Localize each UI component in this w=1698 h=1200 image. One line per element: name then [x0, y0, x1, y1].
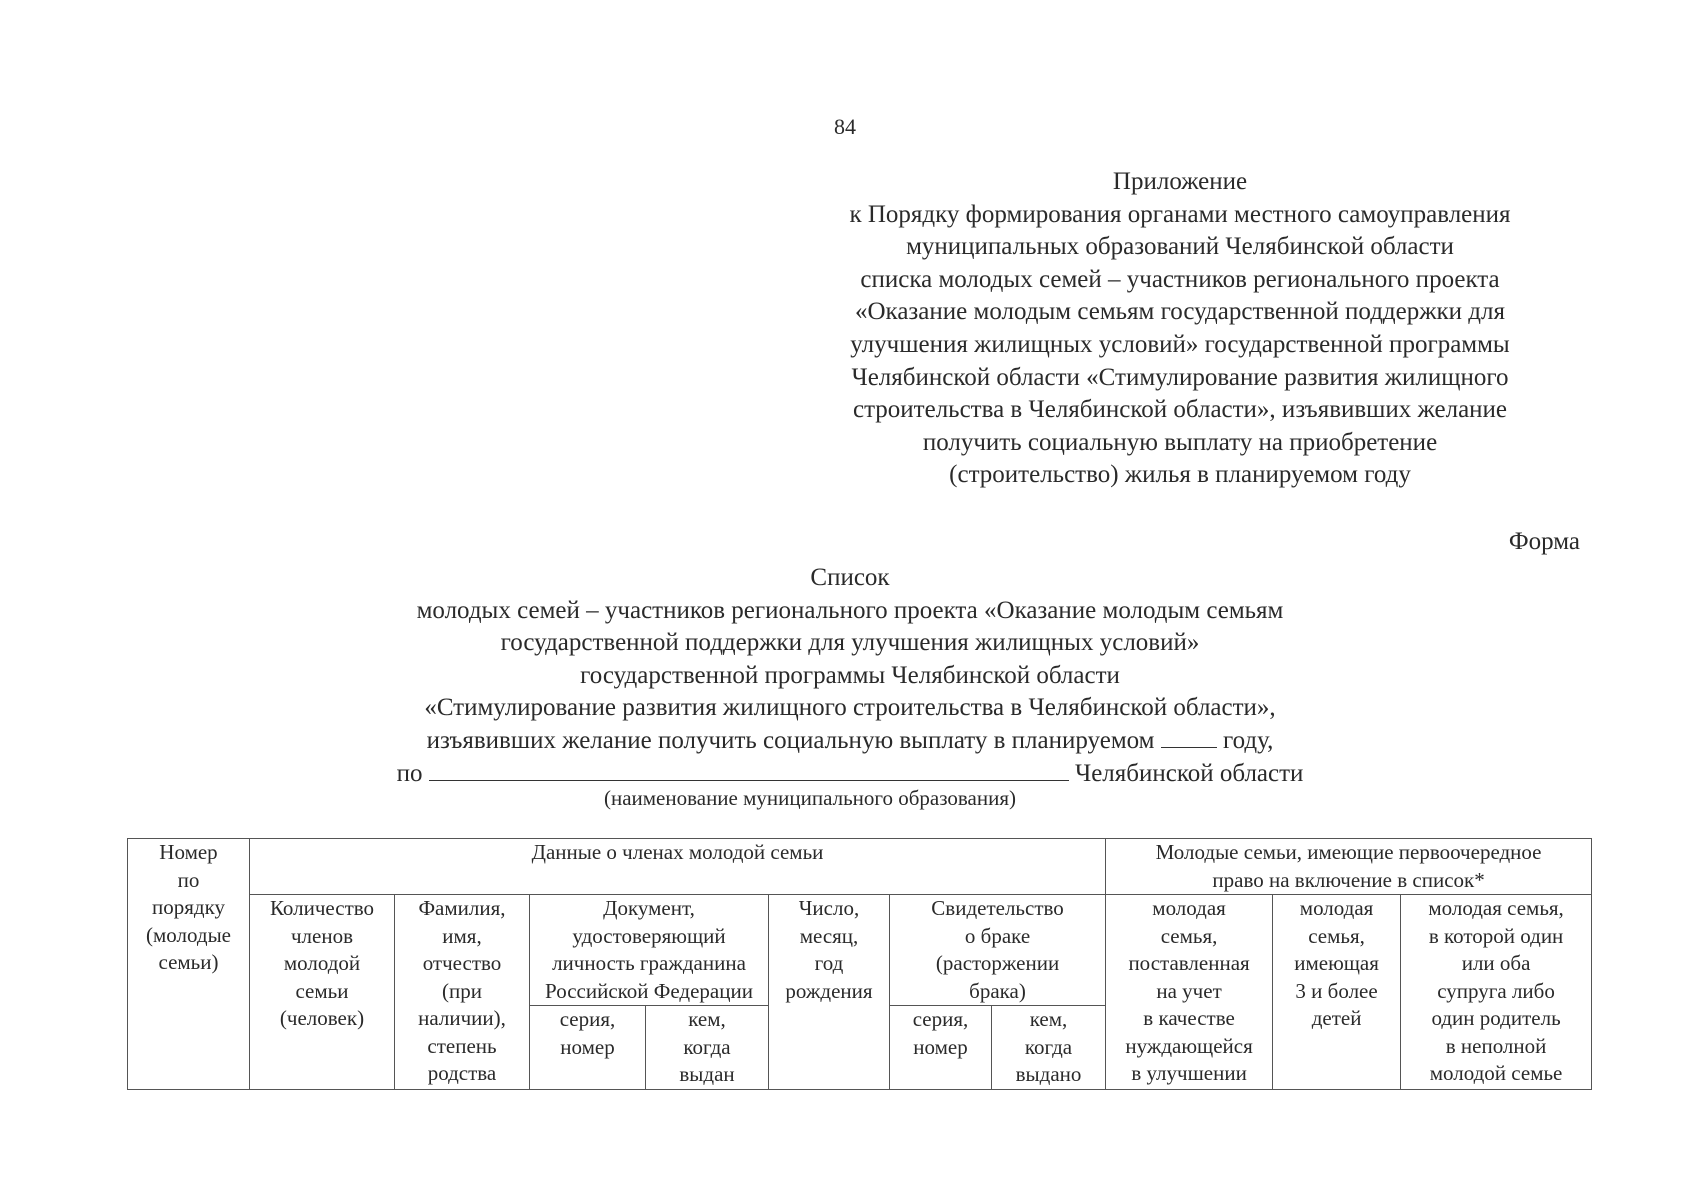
list-title-line: государственной программы Челябинской области: [580, 661, 1120, 689]
column-registered-header: молодая семья, поставленная на учет в качестве нуждающейся в улучшении: [1106, 895, 1273, 1090]
appendix-header: [800, 166, 1560, 492]
group-members-header: Данные о членах молодой семьи: [250, 839, 1106, 895]
appendix-line: строительства в Челябинской области», изъявивших желание: [852, 396, 1508, 424]
column-birth-header: Число, месяц, год рождения: [769, 895, 890, 1090]
appendix-line: Челябинской области «Стимулирование развития жилищного: [851, 363, 1509, 391]
list-title-line: «Стимулирование развития жилищного строительства в Челябинской области»,: [424, 694, 1276, 722]
appendix-line: «Оказание молодым семьям государственной поддержки для: [855, 298, 1505, 326]
appendix-line: Приложение: [1112, 168, 1248, 195]
appendix-line: получить социальную выплату на приобретение: [922, 428, 1438, 456]
column-doc-series-header: серия, номер: [530, 1006, 646, 1090]
column-single-parent-header: молодая семья, в которой один или оба супруга либо один родитель в неполной молодой семье: [1401, 895, 1592, 1090]
municipality-suffix: Челябинской области: [1074, 759, 1304, 787]
column-doc-issued-header: кем, когда выдан: [646, 1006, 769, 1090]
column-marriage-series-header: серия, номер: [890, 1006, 992, 1090]
year-line-suffix: году,: [1222, 726, 1274, 754]
list-title-line: молодых семей – участников регионального проекта «Оказание молодым семьям: [416, 596, 1284, 624]
appendix-line: улучшения жилищных условий» государственной программы: [850, 330, 1510, 358]
appendix-line: списка молодых семей – участников регионального проекта: [860, 265, 1500, 293]
appendix-line: к Порядку формирования органами местного самоуправления: [849, 200, 1511, 228]
column-document-header: Документ, удостоверяющий личность гражданина Российской Федерации: [530, 895, 769, 1006]
column-three-children-header: молодая семья, имеющая 3 и более детей: [1273, 895, 1401, 1090]
appendix-line: муниципальных образований Челябинской области: [906, 233, 1454, 261]
appendix-line: (строительство) жилья в планируемом году: [949, 461, 1411, 489]
column-count-header: Количество членов молодой семьи (человек): [250, 895, 395, 1090]
form-label: Форма: [1508, 528, 1580, 555]
list-title-line-year: [340, 725, 1360, 758]
column-marriage-header: Свидетельство о браке (расторжении брака): [890, 895, 1106, 1006]
list-title: [340, 562, 1360, 790]
families-table: [127, 838, 1592, 1090]
municipality-prefix: по: [396, 759, 423, 787]
year-blank[interactable]: [1161, 725, 1217, 748]
column-marriage-issued-header: кем, когда выдано: [992, 1006, 1106, 1090]
group-priority-header: Молодые семьи, имеющие первоочередное право на включение в список*: [1106, 839, 1592, 895]
municipality-caption: (наименование муниципального образования): [603, 786, 1017, 810]
list-heading: Список: [810, 564, 890, 591]
year-line-text: изъявивших желание получить социальную выплату в планируемом: [426, 726, 1155, 754]
column-number-header: Номер по порядку (молодые семьи): [128, 839, 250, 1090]
list-title-line: государственной поддержки для улучшения жилищных условий»: [500, 629, 1200, 657]
municipality-blank[interactable]: [429, 758, 1069, 781]
column-name-header: Фамилия, имя, отчество (при наличии), степень родства: [395, 895, 530, 1090]
page-number: 84: [834, 114, 856, 139]
